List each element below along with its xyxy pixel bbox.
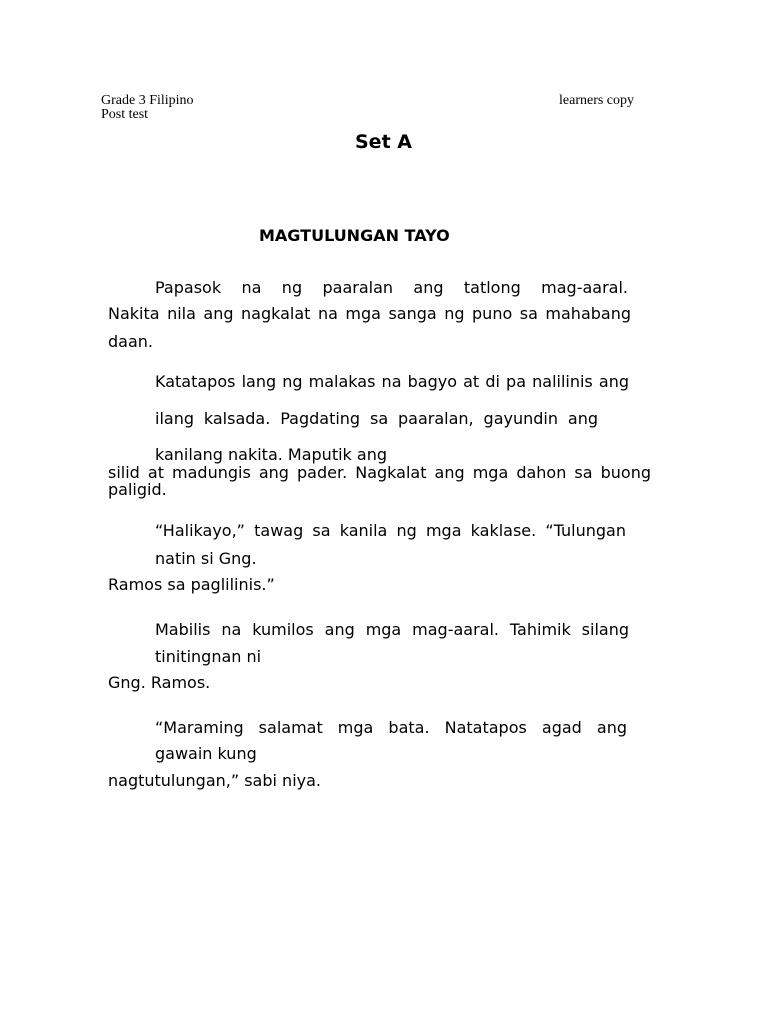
grade-label: Grade 3 Filipino — [101, 93, 194, 108]
paragraph-line: daan. — [108, 332, 153, 351]
paragraph-line: Katatapos lang ng malakas na bagyo at di pa nalilinis ang — [155, 372, 629, 391]
paragraph-line: silid at madungis ang pader. Nagkalat ang mga dahon sa buong — [108, 463, 651, 482]
paragraph-line: Papasok na ng paaralan ang tatlong mag-aaral. — [155, 278, 628, 297]
test-label: Post test — [101, 107, 149, 122]
set-title: Set A — [355, 131, 412, 153]
paragraph-line: “Halikayo,” tawag sa kanila ng mga kaklase. “Tulungan — [155, 521, 626, 540]
copy-label: learners copy — [559, 93, 635, 108]
paragraph-line: Gng. Ramos. — [108, 673, 211, 692]
paragraph-line: “Maraming salamat mga bata. Natatapos agad ang — [155, 718, 627, 737]
paragraph-line: nagtutulungan,” sabi niya. — [108, 771, 321, 790]
paragraph-line: Nakita nila ang nagkalat na mga sanga ng puno sa mahabang — [108, 304, 631, 323]
paragraph-line: ilang kalsada. Pagdating sa paaralan, gayundin ang — [155, 409, 598, 428]
paragraph-line: tinitingnan ni — [155, 647, 262, 666]
paragraph-line: gawain kung — [155, 744, 257, 763]
paragraph-line: paligid. — [108, 480, 167, 499]
story-title: MAGTULUNGAN TAYO — [259, 226, 450, 245]
paragraph-line: Mabilis na kumilos ang mga mag-aaral. Tahimik silang — [155, 620, 629, 639]
paragraph-line: Ramos sa paglilinis.” — [108, 575, 275, 594]
paragraph-line: kanilang nakita. Maputik ang — [155, 445, 387, 464]
paragraph-line: natin si Gng. — [155, 549, 257, 568]
